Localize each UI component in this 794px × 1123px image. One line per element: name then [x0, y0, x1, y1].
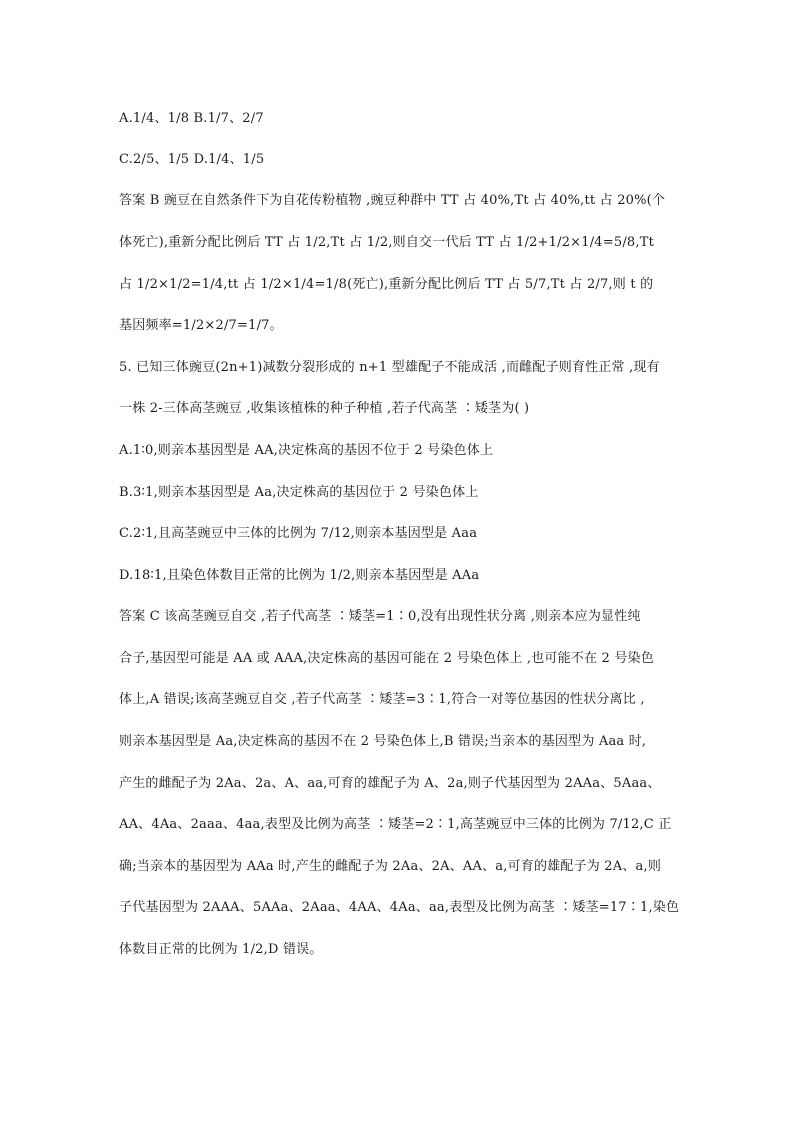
option-a: A.1∶0,则亲本基因型是 AA,决定株高的基因不位于 2 号染色体上	[119, 443, 494, 458]
answer-4-line-4: 基因频率=1/2×2/7=1/7。	[119, 318, 283, 333]
answer-5-line-6: AA、4Aa、2aaa、4aa,表型及比例为高茎 ∶矮茎=2∶1,高茎豌豆中三体的比例为 7/12,C 正	[119, 817, 672, 832]
answer-4-line-1: 答案 B 豌豆在自然条件下为自花传粉植物 ,豌豆种群中 TT 占 40%,Tt 占 40%,tt 占 20%(个	[119, 193, 666, 208]
answer-5-line-1: 答案 C 该高茎豌豆自交 ,若子代高茎 ∶矮茎=1∶0,没有出现性状分离 ,则亲本应为显性纯	[119, 609, 641, 624]
answer-5-line-8: 子代基因型为 2AAA、5AAa、2Aaa、4AA、4Aa、aa,表型及比例为高茎 ∶矮茎=17∶1,染色	[119, 900, 680, 915]
answer-5-line-3: 体上,A 错误;该高茎豌豆自交 ,若子代高茎 ∶矮茎=3∶1,符合一对等位基因的性状分离比 ,	[119, 692, 645, 707]
answer-4-line-2: 体死亡),重新分配比例后 TT 占 1/2,Tt 占 1/2,则自交一代后 TT 占 1/2+1/2×1/4=5/8,Tt	[119, 235, 655, 250]
question-5-line-1: 5. 已知三体豌豆(2n+1)减数分裂形成的 n+1 型雄配子不能成活 ,而雌配子则育性正常 ,现有	[119, 360, 660, 375]
option-b: B.3∶1,则亲本基因型是 Aa,决定株高的基因位于 2 号染色体上	[119, 485, 479, 500]
answer-4-line-3: 占 1/2×1/2=1/4,tt 占 1/2×1/4=1/8(死亡),重新分配比例后 TT 占 5/7,Tt 占 2/7,则 t 的	[119, 277, 654, 292]
option-c: C.2∶1,且高茎豌豆中三体的比例为 7/12,则亲本基因型是 Aaa	[119, 526, 478, 541]
option-ab-line: A.1/4、1/8 B.1/7、2/7	[119, 111, 264, 126]
answer-5-line-9: 体数目正常的比例为 1/2,D 错误。	[119, 942, 323, 957]
option-cd-line: C.2/5、1/5 D.1/4、1/5	[119, 152, 265, 167]
answer-5-line-4: 则亲本基因型是 Aa,决定株高的基因不在 2 号染色体上,B 错误;当亲本的基因型为 Aaa 时,	[119, 734, 647, 749]
answer-5-line-2: 合子,基因型可能是 AA 或 AAA,决定株高的基因可能在 2 号染色体上 ,也可能不在 2 号染色	[119, 651, 654, 666]
option-d: D.18∶1,且染色体数目正常的比例为 1/2,则亲本基因型是 AAa	[119, 568, 480, 583]
question-5-line-2: 一株 2-三体高茎豌豆 ,收集该植株的种子种植 ,若子代高茎 ∶矮茎为( )	[119, 401, 530, 416]
answer-5-line-5: 产生的雌配子为 2Aa、2a、A、aa,可育的雄配子为 A、2a,则子代基因型为 2AAa、5Aaa、	[119, 776, 661, 791]
answer-5-line-7: 确;当亲本的基因型为 AAa 时,产生的雌配子为 2Aa、2A、AA、a,可育的雄配子为 2A、a,则	[119, 859, 662, 874]
